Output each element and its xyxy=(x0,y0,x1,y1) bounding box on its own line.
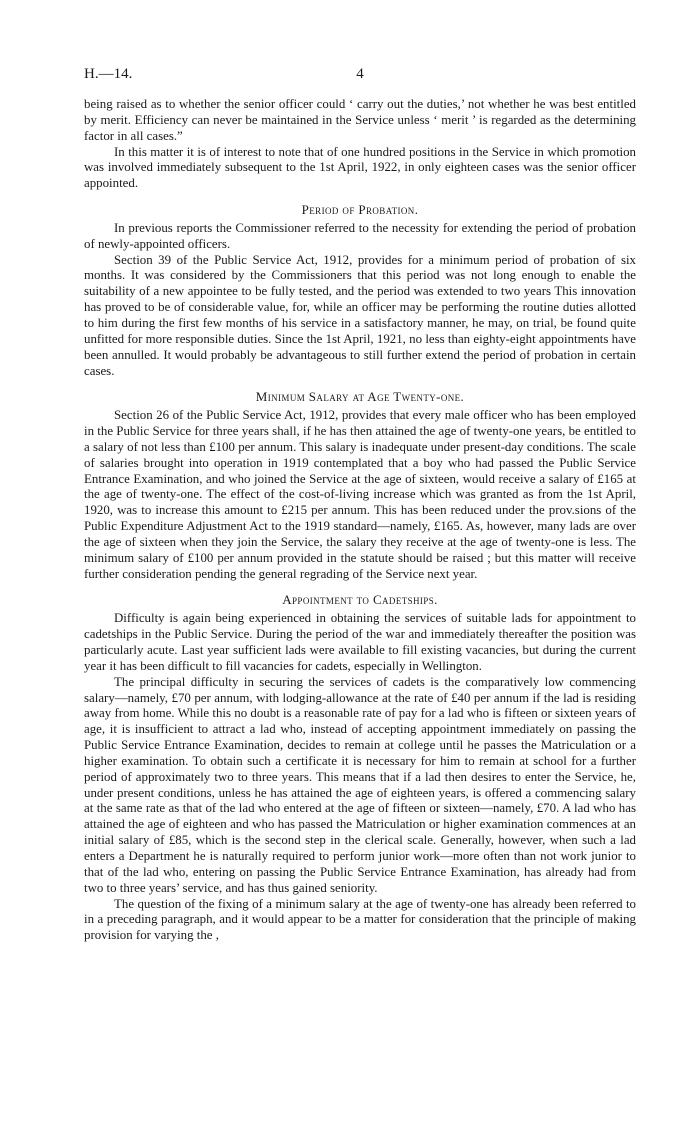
paragraph: In this matter it is of interest to note that of one hundred positions in the Service in which promotion was involved immediately subsequent to the 1st April, 1922, in only eighteen cases was the senior officer appointed. xyxy=(84,144,636,191)
document-reference: H.—14. xyxy=(84,66,133,82)
section-heading-cadetships: Appointment to Cadetships. xyxy=(282,592,438,608)
page-body xyxy=(84,97,636,944)
page-header xyxy=(84,66,636,86)
page-number: 4 xyxy=(356,66,364,82)
paragraph: The question of the fixing of a minimum salary at the age of twenty-one has already been referred to in a preceding paragraph, and it would appear to be a matter for consideration that the principle of making provision for varying the , xyxy=(84,896,636,943)
section-heading-probation: Period of Probation. xyxy=(301,202,419,218)
paragraph: being raised as to whether the senior officer could ‘ carry out the duties,’ not whether he was best entitled by merit. Efficiency can never be maintained in the Service unless ‘ merit ’ is regarded as the determining factor in all cases.” xyxy=(84,97,636,143)
paragraph: The principal difficulty in securing the services of cadets is the comparatively low commencing salary—namely, £70 per annum, with lodging-allowance at the rate of £40 per annum if the lad is residing away from home. While this no doubt is a reasonable rate of pay for a lad who is fifteen or sixteen years of age, it is insufficient to attract a lad who, instead of accepting appointment immediately on passing the Public Service Entrance Examination, decides to remain at college until he passes the Matriculation or a higher examination. To obtain such a certificate it is necessary for him to remain at school for a further period of approximately two to three years. This means that if a lad then desires to enter the Service, he, under present conditions, unless he has attained the age of eighteen years, is offered a commencing salary at the same rate as that of the lad who entered at the age of fifteen or sixteen—namely, £70. A lad who has attained the age of eighteen and who has passed the Matriculation or higher examination commences at an initial salary of £85, which is the second step in the clerical scale. Generally, however, when such a lad enters a Department he is naturally required to perform junior work—more often than not work junior to that of the lad who, entering on passing the Public Service Entrance Examination, has already had from two to three years’ service, and has thus gained seniority. xyxy=(84,674,636,895)
paragraph: Difficulty is again being experienced in obtaining the services of suitable lads for appointment to cadetships in the Public Service. During the period of the war and immediately thereafter the position was particularly acute. Last year sufficient lads were available to fill existing vacancies, but during the current year it has been difficult to fill vacancies for cadets, especially in Wellington. xyxy=(84,611,636,673)
paragraph: Section 39 of the Public Service Act, 1912, provides for a minimum period of probation of six months. It was considered by the Commissioners that this period was not long enough to enable the suitability of a new appointee to be fully tested, and the period was extended to two years This innovation has proved to be of considerable value, for, while an officer may be performing the routine duties allotted to him during the first few months of his service in a satisfactory manner, he may, on trial, be found quite unfitted for more responsible duties. Since the 1st April, 1921, no less than eighty-eight appointments have been annulled. It would probably be advantageous to still further extend the period of probation in certain cases. xyxy=(84,252,636,378)
paragraph: Section 26 of the Public Service Act, 1912, provides that every male officer who has been employed in the Public Service for three years shall, if he has then attained the age of twenty-one years, be entitled to a salary of not less than £100 per annum. This salary is inadequate under present-day conditions. The scale of salaries brought into operation in 1919 contemplated that a boy who had passed the Public Service Entrance Examination, and who joined the Service at the age of sixteen, would receive a salary of £165 at the age of twenty-one. The effect of the cost-of-living increase which was granted as from the 1st April, 1920, was to increase this amount to £215 per annum. This has been reduced under the prov.sions of the Public Expenditure Adjustment Act to the 1919 standard—namely, £165. As, however, many lads are over the age of sixteen when they join the Service, the salary they receive at the age of twenty-one is less. The minimum salary of £100 per annum provided in the statute should be raised ; but this matter will receive further consideration pending the general regrading of the Service next year. xyxy=(84,408,636,581)
section-heading-minimum-salary: Minimum Salary at Age Twenty-one. xyxy=(255,389,465,405)
paragraph: In previous reports the Commissioner referred to the necessity for extending the period of probation of newly-appointed officers. xyxy=(84,220,636,251)
